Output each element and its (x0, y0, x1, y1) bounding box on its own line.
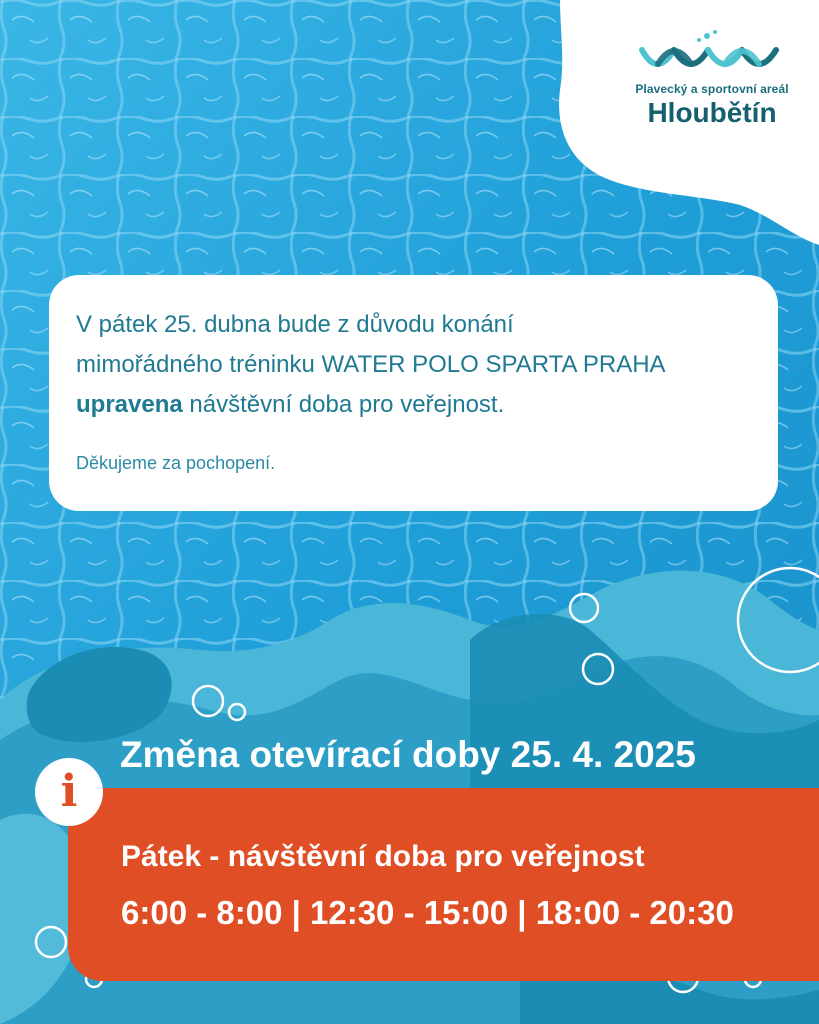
notice-emphasis: upravena (76, 391, 183, 418)
logo-name: Hloubětín (647, 97, 777, 128)
notice-line-2: mimořádného tréninku WATER POLO SPARTA PRAHA (76, 351, 666, 378)
info-glyph: i (60, 766, 78, 817)
notice-line-1: V pátek 25. dubna bude z důvodu konání (76, 311, 514, 338)
logo-waves-icon (637, 28, 787, 76)
logo (632, 28, 792, 128)
schedule-day: Pátek - návštěvní doba pro veřejnost (121, 840, 645, 873)
logo-subtitle: Plavecký a sportovní areál (635, 82, 789, 96)
headline: Změna otevírací doby 25. 4. 2025 (120, 734, 696, 775)
notice-card (49, 275, 778, 511)
notice-text (76, 305, 766, 425)
notice-line-3 (76, 385, 766, 425)
notice-line-3-rest: návštěvní doba pro veřejnost. (182, 391, 505, 418)
schedule-hours: 6:00 - 8:00 | 12:30 - 15:00 | 18:00 - 20:30 (121, 894, 734, 931)
info-icon (35, 758, 103, 826)
schedule-panel (68, 788, 819, 981)
thanks-text: Děkujeme za pochopení. (76, 453, 276, 473)
